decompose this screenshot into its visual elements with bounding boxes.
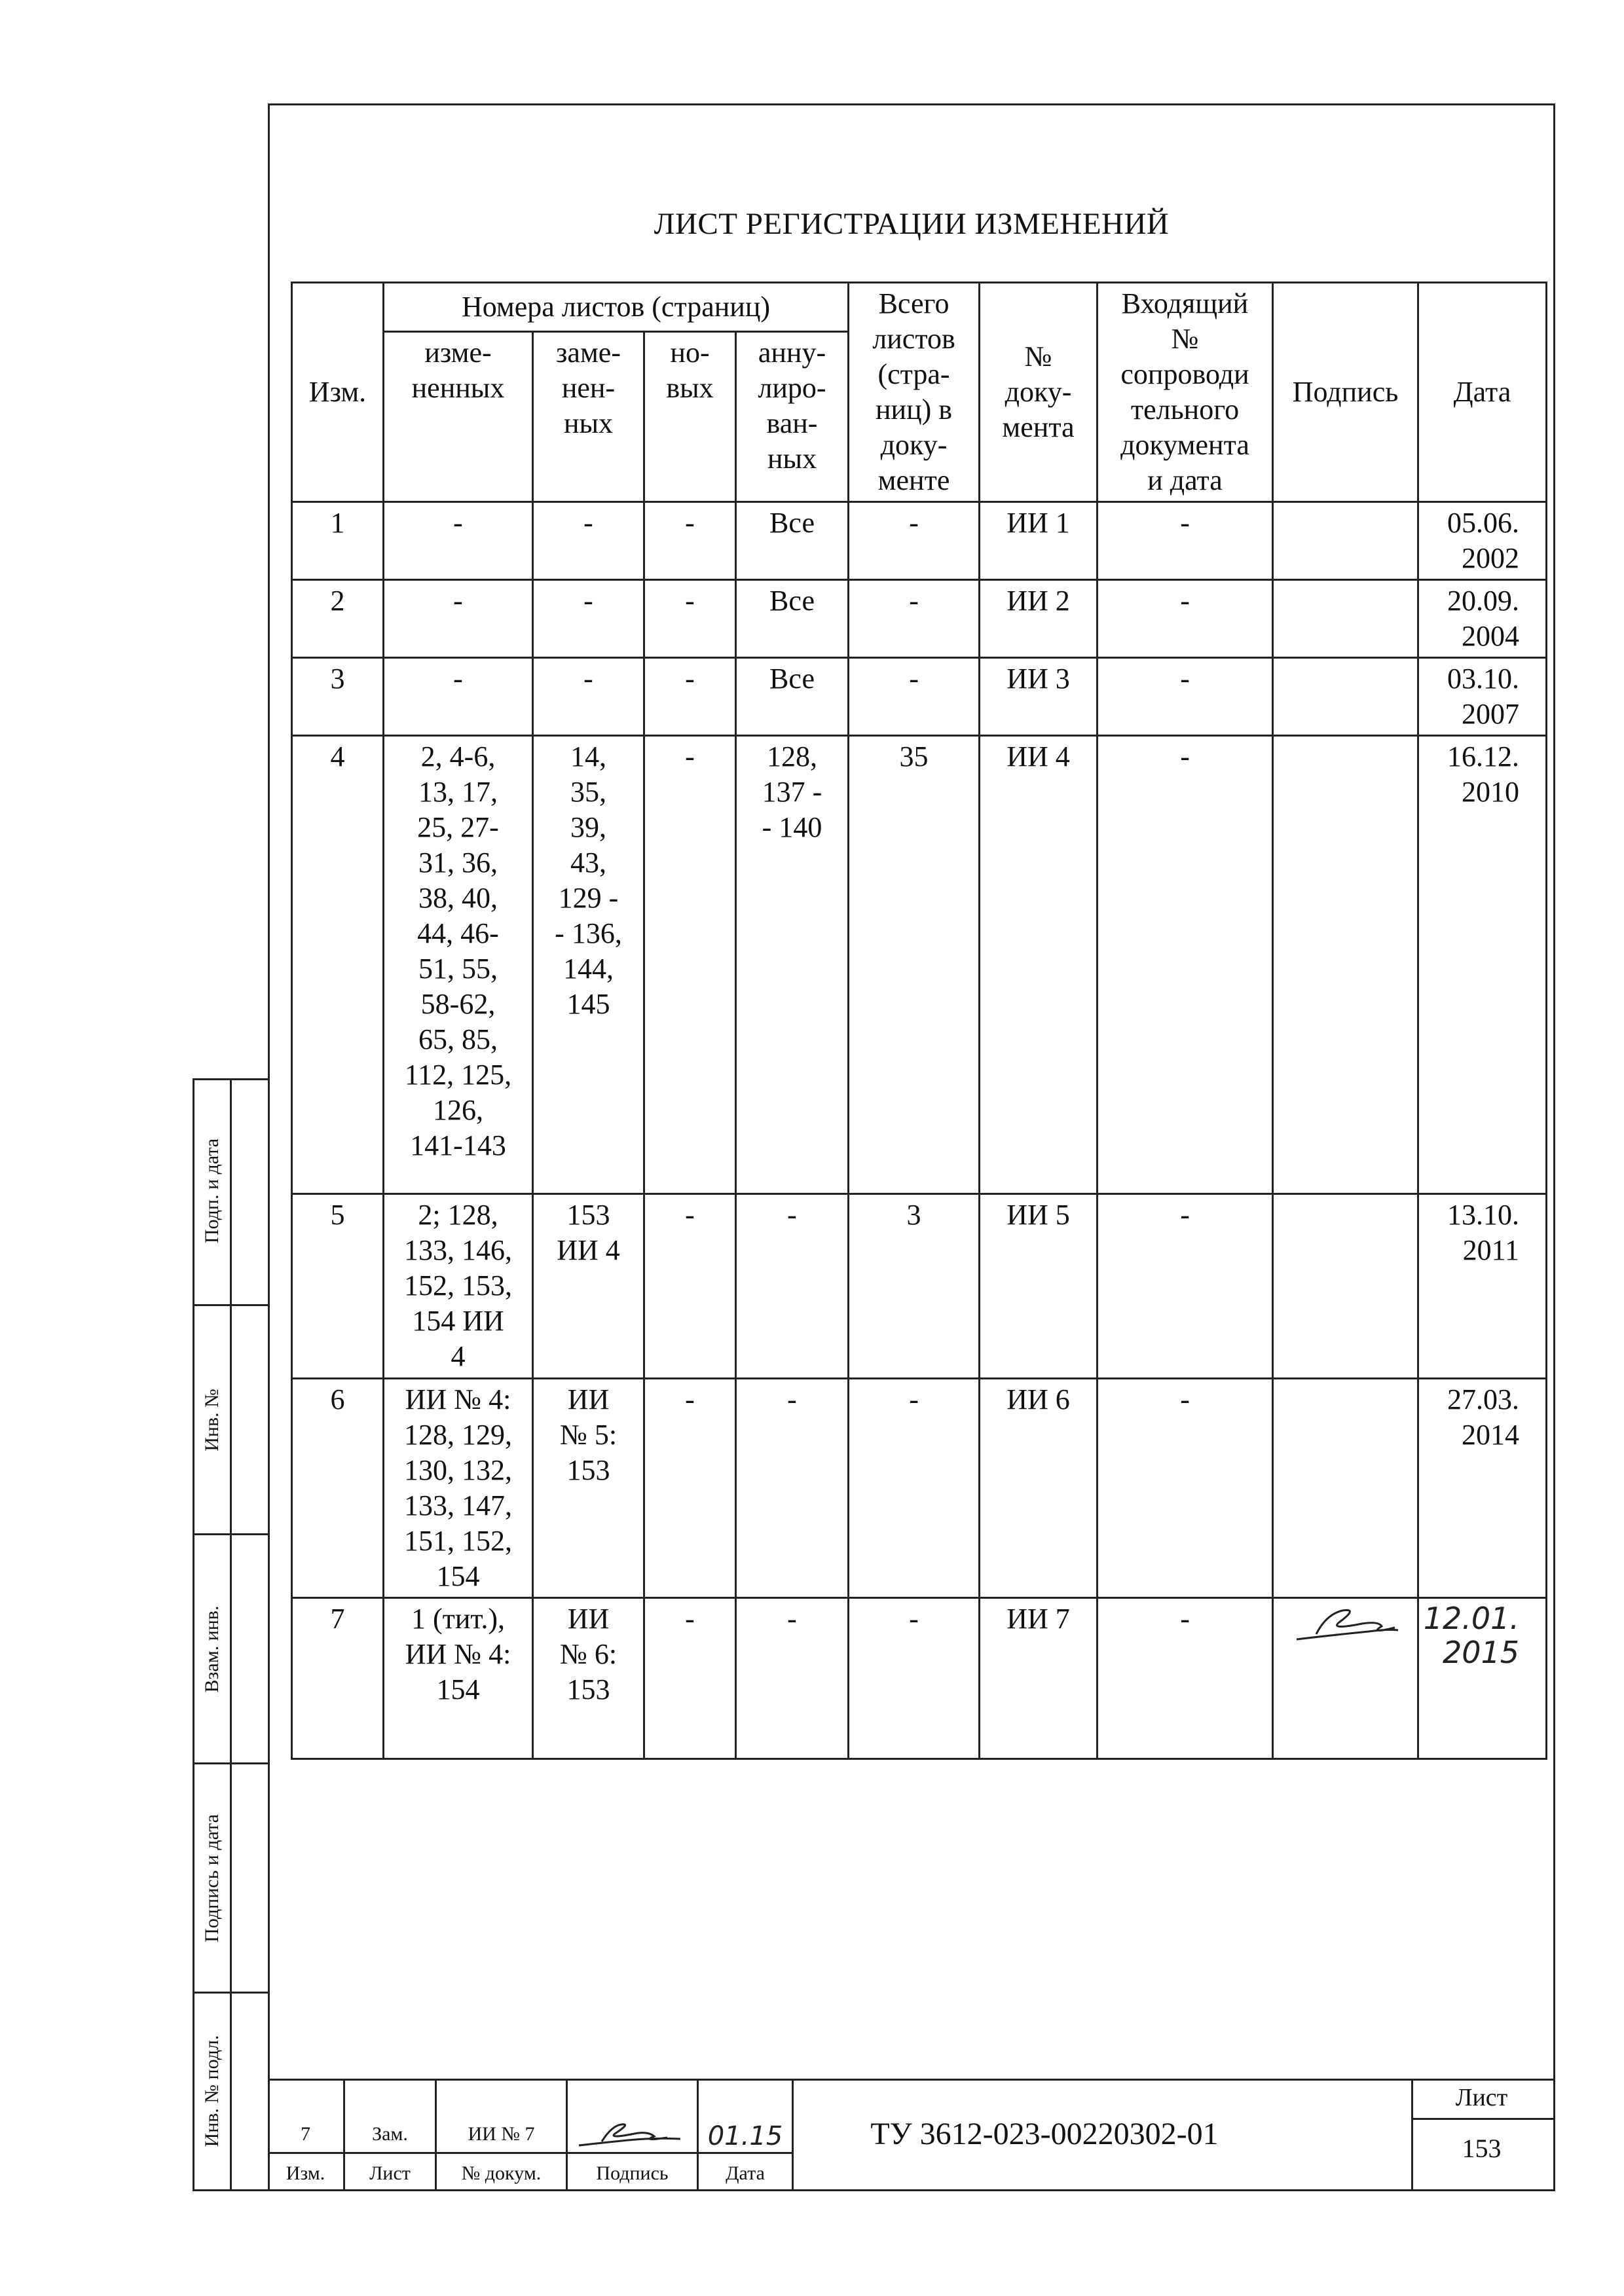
cell-total: -	[849, 1379, 980, 1598]
document-code: ТУ 3612-023-00220302-01	[870, 2117, 1219, 2151]
header-date: Дата	[1418, 283, 1547, 502]
cell-annulled: Все	[736, 580, 849, 658]
header-changed: изме- ненных	[384, 331, 533, 501]
cell-changed: -	[384, 580, 533, 658]
signature-scribble-icon	[576, 2119, 687, 2151]
tb-label-list: Лист	[369, 2162, 411, 2184]
cell-new: -	[644, 1194, 736, 1379]
cell-doc: ИИ 4	[980, 736, 1098, 1194]
sheet-label: Лист	[1455, 2084, 1508, 2111]
cell-changed: 1 (тит.), ИИ № 4: 154	[384, 1598, 533, 1759]
table-row	[292, 502, 1547, 580]
cell-incoming: -	[1098, 580, 1273, 658]
tb-izm-value: 7	[301, 2123, 310, 2145]
tb-label-sign: Подпись	[596, 2162, 669, 2184]
table-row	[292, 1598, 1547, 1759]
cell-total: -	[849, 1598, 980, 1759]
cell-signature	[1273, 1379, 1418, 1598]
cell-doc: ИИ 7	[980, 1598, 1098, 1759]
tb-zam-value: Зам.	[372, 2123, 408, 2145]
header-new: но- вых	[644, 331, 736, 501]
cell-date: 03.10. 2007	[1418, 658, 1547, 736]
cell-doc: ИИ 1	[980, 502, 1098, 580]
cell-new: -	[644, 580, 736, 658]
tb-sheet-line	[1411, 2118, 1555, 2120]
cell-doc: ИИ 2	[980, 580, 1098, 658]
cell-new: -	[644, 736, 736, 1194]
cell-signature	[1273, 1194, 1418, 1379]
cell-annulled: 128, 137 - - 140	[736, 736, 849, 1194]
table-row	[292, 1194, 1547, 1379]
cell-changed: -	[384, 502, 533, 580]
header-row-1	[292, 283, 1547, 332]
tb-label-date: Дата	[726, 2162, 765, 2184]
cell-replaced: ИИ № 6: 153	[533, 1598, 644, 1759]
cell-incoming: -	[1098, 736, 1273, 1194]
cell-replaced: -	[533, 502, 644, 580]
tb-doc-value: ИИ № 7	[468, 2123, 535, 2145]
cell-replaced: -	[533, 580, 644, 658]
change-registration-table	[291, 282, 1547, 1760]
tb-date-handwritten: 01.15	[707, 2121, 783, 2151]
cell-signature	[1273, 658, 1418, 736]
tb-signature	[576, 2119, 687, 2154]
cell-date: 27.03. 2014	[1418, 1379, 1547, 1598]
tb-top-line	[268, 2079, 1555, 2081]
cell-izm: 7	[292, 1598, 384, 1759]
signature-scribble-icon	[1290, 1601, 1401, 1647]
cell-total: -	[849, 580, 980, 658]
side-label-signature-date: Подпись и дата	[201, 1814, 223, 1942]
side-divider	[193, 1762, 270, 1764]
side-label-sign-date: Подп. и дата	[201, 1138, 223, 1244]
cell-annulled: Все	[736, 502, 849, 580]
side-stamp	[193, 1078, 270, 2191]
table-body	[292, 502, 1547, 1759]
document-title: ЛИСТ РЕГИСТРАЦИИ ИЗМЕНЕНИЙ	[654, 207, 1170, 241]
cell-date: 13.10. 2011	[1418, 1194, 1547, 1379]
cell-signature	[1273, 1598, 1418, 1759]
cell-total: -	[849, 502, 980, 580]
header-replaced: заме- нен- ных	[533, 331, 644, 501]
cell-incoming: -	[1098, 1598, 1273, 1759]
cell-annulled: -	[736, 1194, 849, 1379]
side-divider	[193, 1533, 270, 1535]
cell-incoming: -	[1098, 658, 1273, 736]
cell-izm: 6	[292, 1379, 384, 1598]
tb-label-doc: № докум.	[461, 2162, 542, 2184]
cell-doc: ИИ 3	[980, 658, 1098, 736]
cell-date: 20.09. 2004	[1418, 580, 1547, 658]
cell-total: -	[849, 658, 980, 736]
cell-izm: 2	[292, 580, 384, 658]
cell-changed: 2, 4-6, 13, 17, 25, 27- 31, 36, 38, 40, 44, 46- 51, 55, 58-62, 65, 85, 112, 125, 126, 141-143	[384, 736, 533, 1194]
cell-new: -	[644, 502, 736, 580]
cell-changed: -	[384, 658, 533, 736]
cell-incoming: -	[1098, 1194, 1273, 1379]
cell-total: 3	[849, 1194, 980, 1379]
table-row	[292, 580, 1547, 658]
header-signature: Подпись	[1273, 283, 1418, 502]
cell-changed: 2; 128, 133, 146, 152, 153, 154 ИИ 4	[384, 1194, 533, 1379]
cell-annulled: -	[736, 1379, 849, 1598]
cell-incoming: -	[1098, 1379, 1273, 1598]
cell-signature	[1273, 502, 1418, 580]
cell-new: -	[644, 658, 736, 736]
header-doc-number: № доку- мента	[980, 283, 1098, 502]
cell-annulled: -	[736, 1598, 849, 1759]
cell-izm: 3	[292, 658, 384, 736]
cell-izm: 4	[292, 736, 384, 1194]
side-divider	[193, 1304, 270, 1306]
cell-replaced: ИИ № 5: 153	[533, 1379, 644, 1598]
side-label-inv-original: Инв. № подл.	[201, 2035, 223, 2147]
cell-replaced: 153 ИИ 4	[533, 1194, 644, 1379]
cell-izm: 5	[292, 1194, 384, 1379]
header-sheet-numbers: Номера листов (страниц)	[384, 283, 849, 332]
header-izm: Изм.	[292, 283, 384, 502]
table-row	[292, 658, 1547, 736]
header-incoming-doc: Входящий № сопроводи тельного документа и дата	[1098, 283, 1273, 502]
header-annulled: анну- лиро- ван- ных	[736, 331, 849, 501]
cell-new: -	[644, 1379, 736, 1598]
sheet-number: 153	[1462, 2134, 1502, 2163]
cell-new: -	[644, 1598, 736, 1759]
cell-replaced: 14, 35, 39, 43, 129 - - 136, 144, 145	[533, 736, 644, 1194]
cell-replaced: -	[533, 658, 644, 736]
cell-izm: 1	[292, 502, 384, 580]
header-total-sheets: Всего листов (стра- ниц) в доку- менте	[849, 283, 980, 502]
cell-doc: ИИ 6	[980, 1379, 1098, 1598]
cell-date: 05.06. 2002	[1418, 502, 1547, 580]
cell-total: 35	[849, 736, 980, 1194]
cell-incoming: -	[1098, 502, 1273, 580]
cell-date: 12.01. 2015	[1418, 1598, 1547, 1759]
cell-annulled: Все	[736, 658, 849, 736]
side-label-replace-inv: Взам. инв.	[201, 1605, 223, 1693]
table-row	[292, 1379, 1547, 1598]
cell-signature	[1273, 736, 1418, 1194]
cell-doc: ИИ 5	[980, 1194, 1098, 1379]
tb-label-izm: Изм.	[286, 2162, 325, 2184]
cell-date: 16.12. 2010	[1418, 736, 1547, 1194]
side-label-inv-no: Инв. №	[201, 1389, 223, 1451]
table-row	[292, 736, 1547, 1194]
cell-changed: ИИ № 4: 128, 129, 130, 132, 133, 147, 151, 152, 154	[384, 1379, 533, 1598]
cell-signature	[1273, 580, 1418, 658]
